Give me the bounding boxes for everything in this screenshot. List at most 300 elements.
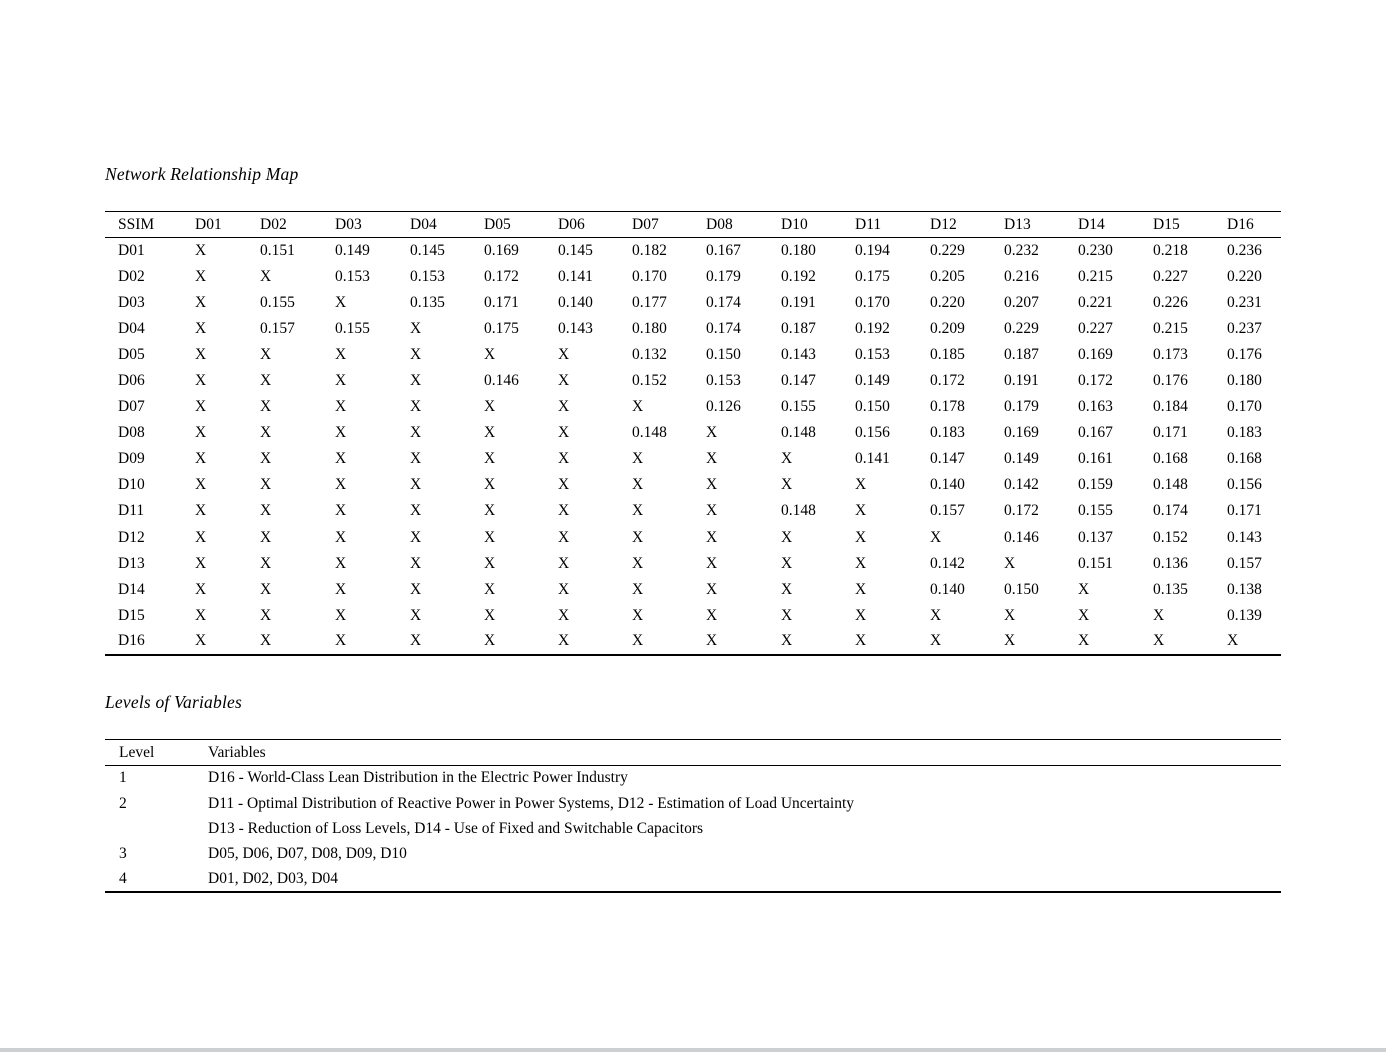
ssim-cell-x: X bbox=[1078, 606, 1090, 624]
ssim-cell-x: X bbox=[632, 398, 644, 416]
ssim-cell-x: X bbox=[335, 476, 347, 494]
ssim-cell-x: X bbox=[855, 502, 867, 520]
ssim-cell-x: X bbox=[195, 528, 207, 546]
ssim-cell-value: 0.194 bbox=[855, 241, 890, 259]
ssim-row-label: D16 bbox=[118, 632, 145, 650]
ssim-cell-x: X bbox=[558, 606, 570, 624]
ssim-cell-value: 0.172 bbox=[1004, 502, 1039, 520]
ssim-cell-x: X bbox=[1227, 632, 1239, 650]
ssim-row-label: D14 bbox=[118, 580, 145, 598]
ssim-cell-value: 0.151 bbox=[260, 241, 295, 259]
ssim-cell-value: 0.173 bbox=[1153, 345, 1188, 363]
ssim-cell-x: X bbox=[1004, 554, 1016, 572]
ssim-cell-x: X bbox=[781, 632, 793, 650]
ssim-cell-value: 0.215 bbox=[1153, 319, 1188, 337]
ssim-cell-x: X bbox=[558, 502, 570, 520]
ssim-cell-x: X bbox=[195, 267, 207, 285]
ssim-cell-x: X bbox=[558, 554, 570, 572]
ssim-cell-value: 0.230 bbox=[1078, 241, 1113, 259]
ssim-cell-value: 0.139 bbox=[1227, 606, 1262, 624]
ssim-cell-x: X bbox=[335, 606, 347, 624]
ssim-cell-value: 0.169 bbox=[484, 241, 519, 259]
ssim-cell-value: 0.220 bbox=[930, 293, 965, 311]
ssim-cell-value: 0.143 bbox=[781, 345, 816, 363]
ssim-column-header: D16 bbox=[1214, 212, 1281, 238]
ssim-cell-x: X bbox=[558, 476, 570, 494]
ssim-row-label: D13 bbox=[118, 554, 145, 572]
ssim-cell-x: X bbox=[335, 424, 347, 442]
ssim-cell-value: 0.191 bbox=[781, 293, 816, 311]
ssim-cell-x: X bbox=[195, 345, 207, 363]
ssim-row-d05 bbox=[105, 342, 1281, 368]
ssim-row-d15 bbox=[105, 603, 1281, 629]
levels-title: Levels of Variables bbox=[105, 692, 242, 712]
ssim-cell-value: 0.229 bbox=[930, 241, 965, 259]
level-variables: D01, D02, D03, D04 bbox=[208, 870, 339, 888]
network-relationship-map-table bbox=[105, 211, 1281, 656]
ssim-cell-x: X bbox=[632, 606, 644, 624]
ssim-cell-x: X bbox=[260, 476, 272, 494]
ssim-cell-value: 0.179 bbox=[706, 267, 741, 285]
ssim-column-header: D03 bbox=[322, 212, 397, 238]
ssim-cell-value: 0.153 bbox=[855, 345, 890, 363]
ssim-cell-x: X bbox=[632, 580, 644, 598]
levels-row-level-4 bbox=[105, 867, 1281, 892]
ssim-row-label: D11 bbox=[118, 502, 145, 520]
level-number: 3 bbox=[119, 845, 127, 863]
ssim-cell-x: X bbox=[335, 450, 347, 468]
ssim-cell-value: 0.155 bbox=[335, 319, 370, 337]
ssim-cell-x: X bbox=[410, 554, 422, 572]
ssim-header-row bbox=[105, 212, 1281, 238]
ssim-row-d16 bbox=[105, 629, 1281, 655]
ssim-cell-value: 0.237 bbox=[1227, 319, 1262, 337]
ssim-cell-value: 0.216 bbox=[1004, 267, 1039, 285]
ssim-cell-value: 0.232 bbox=[1004, 241, 1039, 259]
ssim-column-header: D04 bbox=[397, 212, 471, 238]
ssim-cell-x: X bbox=[195, 476, 207, 494]
ssim-cell-value: 0.142 bbox=[1004, 476, 1039, 494]
ssim-cell-value: 0.167 bbox=[1078, 424, 1113, 442]
ssim-cell-x: X bbox=[195, 450, 207, 468]
ssim-cell-x: X bbox=[410, 424, 422, 442]
ssim-row-d10 bbox=[105, 472, 1281, 498]
ssim-cell-value: 0.180 bbox=[632, 319, 667, 337]
levels-row-level-2 bbox=[105, 791, 1281, 816]
level-number: 4 bbox=[119, 870, 127, 888]
ssim-cell-value: 0.192 bbox=[781, 267, 816, 285]
ssim-cell-x: X bbox=[260, 554, 272, 572]
ssim-cell-x: X bbox=[1004, 632, 1016, 650]
ssim-row-d08 bbox=[105, 420, 1281, 446]
ssim-cell-value: 0.126 bbox=[706, 398, 741, 416]
ssim-cell-value: 0.175 bbox=[484, 319, 519, 337]
ssim-cell-value: 0.171 bbox=[1153, 424, 1188, 442]
ssim-cell-value: 0.135 bbox=[410, 293, 445, 311]
ssim-cell-value: 0.170 bbox=[632, 267, 667, 285]
ssim-cell-value: 0.147 bbox=[930, 450, 965, 468]
ssim-cell-x: X bbox=[484, 632, 496, 650]
ssim-column-header: D07 bbox=[619, 212, 693, 238]
ssim-cell-value: 0.184 bbox=[1153, 398, 1188, 416]
ssim-cell-value: 0.168 bbox=[1153, 450, 1188, 468]
ssim-corner-header: SSIM bbox=[105, 212, 182, 238]
ssim-cell-value: 0.172 bbox=[484, 267, 519, 285]
ssim-cell-x: X bbox=[706, 502, 718, 520]
ssim-cell-value: 0.227 bbox=[1078, 319, 1113, 337]
ssim-cell-x: X bbox=[484, 528, 496, 546]
ssim-cell-value: 0.185 bbox=[930, 345, 965, 363]
ssim-column-header: D15 bbox=[1140, 212, 1214, 238]
level-variables: D11 - Optimal Distribution of Reactive Power in Power Systems, D12 - Estimation of Load Uncertainty bbox=[208, 794, 855, 812]
ssim-cell-x: X bbox=[484, 554, 496, 572]
ssim-cell-value: 0.153 bbox=[410, 267, 445, 285]
ssim-row-d14 bbox=[105, 577, 1281, 603]
ssim-cell-x: X bbox=[335, 293, 347, 311]
ssim-cell-x: X bbox=[484, 398, 496, 416]
ssim-cell-x: X bbox=[410, 528, 422, 546]
ssim-cell-value: 0.169 bbox=[1078, 345, 1113, 363]
variables-column-header: Variables bbox=[194, 740, 1281, 766]
ssim-cell-value: 0.149 bbox=[855, 372, 890, 390]
levels-header-row bbox=[105, 740, 1281, 766]
ssim-cell-x: X bbox=[195, 372, 207, 390]
ssim-column-header: D12 bbox=[917, 212, 991, 238]
ssim-row-label: D15 bbox=[118, 606, 145, 624]
ssim-row-d12 bbox=[105, 525, 1281, 551]
ssim-cell-value: 0.136 bbox=[1153, 554, 1188, 572]
levels-of-variables-table bbox=[105, 739, 1281, 893]
ssim-cell-value: 0.171 bbox=[484, 293, 519, 311]
ssim-cell-value: 0.179 bbox=[1004, 398, 1039, 416]
ssim-cell-value: 0.150 bbox=[1004, 580, 1039, 598]
ssim-cell-value: 0.141 bbox=[558, 267, 593, 285]
ssim-cell-x: X bbox=[558, 580, 570, 598]
ssim-cell-x: X bbox=[335, 502, 347, 520]
ssim-cell-x: X bbox=[706, 450, 718, 468]
ssim-cell-value: 0.157 bbox=[1227, 554, 1262, 572]
ssim-cell-value: 0.156 bbox=[1227, 476, 1262, 494]
ssim-cell-x: X bbox=[632, 476, 644, 494]
ssim-cell-x: X bbox=[558, 632, 570, 650]
ssim-cell-x: X bbox=[855, 632, 867, 650]
ssim-cell-value: 0.149 bbox=[1004, 450, 1039, 468]
ssim-cell-x: X bbox=[410, 502, 422, 520]
ssim-cell-value: 0.161 bbox=[1078, 450, 1113, 468]
ssim-row-label: D12 bbox=[118, 528, 145, 546]
ssim-cell-x: X bbox=[260, 528, 272, 546]
ssim-cell-x: X bbox=[484, 345, 496, 363]
ssim-row-d03 bbox=[105, 290, 1281, 316]
ssim-cell-value: 0.143 bbox=[558, 319, 593, 337]
ssim-cell-value: 0.178 bbox=[930, 398, 965, 416]
ssim-cell-x: X bbox=[855, 476, 867, 494]
ssim-cell-x: X bbox=[195, 502, 207, 520]
ssim-cell-value: 0.180 bbox=[781, 241, 816, 259]
ssim-cell-x: X bbox=[930, 632, 942, 650]
ssim-cell-value: 0.157 bbox=[260, 319, 295, 337]
ssim-cell-x: X bbox=[1078, 632, 1090, 650]
ssim-cell-x: X bbox=[632, 502, 644, 520]
ssim-cell-value: 0.145 bbox=[410, 241, 445, 259]
ssim-cell-x: X bbox=[260, 450, 272, 468]
ssim-cell-value: 0.150 bbox=[855, 398, 890, 416]
ssim-cell-value: 0.148 bbox=[781, 502, 816, 520]
ssim-cell-x: X bbox=[930, 528, 942, 546]
ssim-cell-value: 0.215 bbox=[1078, 267, 1113, 285]
ssim-cell-value: 0.163 bbox=[1078, 398, 1113, 416]
levels-row-level-3 bbox=[105, 842, 1281, 867]
ssim-cell-x: X bbox=[195, 293, 207, 311]
levels-row-level-2 bbox=[105, 816, 1281, 841]
ssim-cell-value: 0.227 bbox=[1153, 267, 1188, 285]
ssim-cell-x: X bbox=[855, 554, 867, 572]
ssim-cell-x: X bbox=[484, 502, 496, 520]
ssim-row-label: D05 bbox=[118, 345, 145, 363]
ssim-column-header: D05 bbox=[471, 212, 545, 238]
ssim-cell-x: X bbox=[930, 606, 942, 624]
ssim-cell-x: X bbox=[1078, 580, 1090, 598]
level-number bbox=[105, 816, 194, 841]
ssim-cell-value: 0.152 bbox=[1153, 528, 1188, 546]
network-map-title: Network Relationship Map bbox=[105, 164, 299, 184]
ssim-cell-value: 0.187 bbox=[781, 319, 816, 337]
ssim-row-d13 bbox=[105, 551, 1281, 577]
ssim-cell-x: X bbox=[260, 632, 272, 650]
ssim-column-header: D10 bbox=[768, 212, 842, 238]
ssim-cell-x: X bbox=[195, 398, 207, 416]
ssim-cell-x: X bbox=[260, 398, 272, 416]
level-number: 2 bbox=[119, 794, 127, 812]
ssim-cell-value: 0.155 bbox=[1078, 502, 1113, 520]
ssim-row-label: D02 bbox=[118, 267, 145, 285]
ssim-cell-x: X bbox=[781, 528, 793, 546]
ssim-cell-x: X bbox=[484, 580, 496, 598]
ssim-cell-value: 0.147 bbox=[781, 372, 816, 390]
ssim-cell-x: X bbox=[260, 267, 272, 285]
ssim-cell-x: X bbox=[195, 632, 207, 650]
ssim-cell-value: 0.182 bbox=[632, 241, 667, 259]
ssim-cell-x: X bbox=[855, 580, 867, 598]
ssim-cell-x: X bbox=[484, 476, 496, 494]
ssim-cell-x: X bbox=[781, 554, 793, 572]
ssim-cell-x: X bbox=[632, 528, 644, 546]
ssim-cell-x: X bbox=[410, 450, 422, 468]
ssim-cell-x: X bbox=[855, 606, 867, 624]
ssim-cell-x: X bbox=[335, 528, 347, 546]
ssim-cell-value: 0.155 bbox=[781, 398, 816, 416]
ssim-cell-x: X bbox=[260, 580, 272, 598]
ssim-cell-value: 0.148 bbox=[781, 424, 816, 442]
ssim-cell-x: X bbox=[260, 372, 272, 390]
ssim-cell-value: 0.176 bbox=[1227, 345, 1262, 363]
level-variables: D13 - Reduction of Loss Levels, D14 - Use of Fixed and Switchable Capacitors bbox=[208, 819, 704, 837]
ssim-cell-x: X bbox=[410, 606, 422, 624]
ssim-cell-value: 0.174 bbox=[1153, 502, 1188, 520]
ssim-column-header: D11 bbox=[842, 212, 917, 238]
ssim-cell-x: X bbox=[410, 398, 422, 416]
ssim-cell-value: 0.140 bbox=[558, 293, 593, 311]
ssim-cell-value: 0.153 bbox=[706, 372, 741, 390]
ssim-cell-x: X bbox=[632, 554, 644, 572]
ssim-cell-value: 0.170 bbox=[1227, 398, 1262, 416]
ssim-cell-value: 0.177 bbox=[632, 293, 667, 311]
ssim-cell-x: X bbox=[706, 606, 718, 624]
ssim-cell-value: 0.192 bbox=[855, 319, 890, 337]
page-bottom-edge bbox=[0, 1048, 1386, 1052]
ssim-cell-x: X bbox=[335, 398, 347, 416]
ssim-row-label: D03 bbox=[118, 293, 145, 311]
ssim-cell-x: X bbox=[260, 345, 272, 363]
ssim-cell-value: 0.137 bbox=[1078, 528, 1113, 546]
ssim-cell-value: 0.150 bbox=[706, 345, 741, 363]
ssim-row-d01 bbox=[105, 238, 1281, 264]
ssim-cell-value: 0.151 bbox=[1078, 554, 1113, 572]
level-variables: D05, D06, D07, D08, D09, D10 bbox=[208, 845, 407, 863]
ssim-row-d07 bbox=[105, 394, 1281, 420]
ssim-cell-value: 0.171 bbox=[1227, 502, 1262, 520]
levels-row-level-1 bbox=[105, 766, 1281, 791]
ssim-column-header: D14 bbox=[1065, 212, 1140, 238]
ssim-cell-value: 0.156 bbox=[855, 424, 890, 442]
ssim-cell-x: X bbox=[335, 345, 347, 363]
ssim-cell-value: 0.148 bbox=[1153, 476, 1188, 494]
ssim-cell-x: X bbox=[484, 606, 496, 624]
ssim-column-header: D02 bbox=[247, 212, 322, 238]
ssim-cell-x: X bbox=[632, 632, 644, 650]
ssim-cell-x: X bbox=[558, 424, 570, 442]
ssim-cell-value: 0.207 bbox=[1004, 293, 1039, 311]
ssim-row-label: D10 bbox=[118, 476, 145, 494]
ssim-cell-x: X bbox=[706, 632, 718, 650]
ssim-cell-value: 0.145 bbox=[558, 241, 593, 259]
ssim-cell-value: 0.153 bbox=[335, 267, 370, 285]
ssim-cell-value: 0.149 bbox=[335, 241, 370, 259]
ssim-cell-x: X bbox=[781, 476, 793, 494]
ssim-cell-x: X bbox=[558, 398, 570, 416]
ssim-cell-x: X bbox=[706, 528, 718, 546]
ssim-cell-value: 0.205 bbox=[930, 267, 965, 285]
ssim-row-d06 bbox=[105, 368, 1281, 394]
ssim-row-d04 bbox=[105, 316, 1281, 342]
ssim-cell-x: X bbox=[1153, 632, 1165, 650]
ssim-cell-value: 0.231 bbox=[1227, 293, 1262, 311]
ssim-column-header: D08 bbox=[693, 212, 768, 238]
ssim-cell-value: 0.148 bbox=[632, 424, 667, 442]
ssim-cell-x: X bbox=[781, 606, 793, 624]
ssim-cell-value: 0.209 bbox=[930, 319, 965, 337]
ssim-row-d02 bbox=[105, 264, 1281, 290]
ssim-cell-x: X bbox=[558, 372, 570, 390]
ssim-cell-x: X bbox=[195, 554, 207, 572]
ssim-row-d09 bbox=[105, 446, 1281, 472]
ssim-cell-value: 0.146 bbox=[1004, 528, 1039, 546]
ssim-cell-x: X bbox=[706, 476, 718, 494]
ssim-cell-x: X bbox=[706, 580, 718, 598]
ssim-cell-value: 0.169 bbox=[1004, 424, 1039, 442]
ssim-cell-x: X bbox=[484, 450, 496, 468]
ssim-cell-x: X bbox=[195, 424, 207, 442]
ssim-cell-value: 0.226 bbox=[1153, 293, 1188, 311]
ssim-cell-x: X bbox=[1153, 606, 1165, 624]
ssim-cell-value: 0.220 bbox=[1227, 267, 1262, 285]
ssim-cell-x: X bbox=[855, 528, 867, 546]
ssim-cell-x: X bbox=[335, 372, 347, 390]
ssim-cell-x: X bbox=[410, 319, 422, 337]
ssim-cell-value: 0.143 bbox=[1227, 528, 1262, 546]
ssim-cell-x: X bbox=[195, 606, 207, 624]
ssim-cell-x: X bbox=[195, 319, 207, 337]
ssim-row-label: D01 bbox=[118, 241, 145, 259]
ssim-cell-value: 0.221 bbox=[1078, 293, 1113, 311]
ssim-cell-value: 0.141 bbox=[855, 450, 890, 468]
ssim-row-d11 bbox=[105, 498, 1281, 524]
ssim-cell-value: 0.183 bbox=[1227, 424, 1262, 442]
ssim-row-label: D04 bbox=[118, 319, 145, 337]
ssim-row-label: D08 bbox=[118, 424, 145, 442]
ssim-cell-value: 0.172 bbox=[1078, 372, 1113, 390]
ssim-column-header: D13 bbox=[991, 212, 1065, 238]
level-variables: D16 - World-Class Lean Distribution in the Electric Power Industry bbox=[208, 769, 628, 787]
ssim-cell-x: X bbox=[260, 606, 272, 624]
ssim-cell-value: 0.187 bbox=[1004, 345, 1039, 363]
ssim-cell-value: 0.159 bbox=[1078, 476, 1113, 494]
ssim-cell-x: X bbox=[335, 580, 347, 598]
ssim-cell-value: 0.218 bbox=[1153, 241, 1188, 259]
ssim-cell-value: 0.175 bbox=[855, 267, 890, 285]
ssim-cell-x: X bbox=[558, 528, 570, 546]
ssim-cell-value: 0.168 bbox=[1227, 450, 1262, 468]
ssim-cell-value: 0.157 bbox=[930, 502, 965, 520]
ssim-row-label: D07 bbox=[118, 398, 145, 416]
ssim-cell-x: X bbox=[781, 580, 793, 598]
ssim-cell-x: X bbox=[781, 450, 793, 468]
ssim-cell-x: X bbox=[632, 450, 644, 468]
ssim-cell-x: X bbox=[706, 424, 718, 442]
ssim-cell-value: 0.138 bbox=[1227, 580, 1262, 598]
ssim-row-label: D09 bbox=[118, 450, 145, 468]
ssim-cell-x: X bbox=[260, 424, 272, 442]
ssim-cell-value: 0.140 bbox=[930, 580, 965, 598]
ssim-cell-x: X bbox=[410, 345, 422, 363]
ssim-cell-value: 0.183 bbox=[930, 424, 965, 442]
ssim-cell-value: 0.174 bbox=[706, 293, 741, 311]
ssim-cell-value: 0.132 bbox=[632, 345, 667, 363]
ssim-cell-x: X bbox=[484, 424, 496, 442]
ssim-cell-x: X bbox=[410, 580, 422, 598]
ssim-cell-x: X bbox=[260, 502, 272, 520]
ssim-column-header: D01 bbox=[182, 212, 247, 238]
ssim-cell-x: X bbox=[1004, 606, 1016, 624]
ssim-row-label: D06 bbox=[118, 372, 145, 390]
ssim-cell-value: 0.152 bbox=[632, 372, 667, 390]
ssim-cell-value: 0.229 bbox=[1004, 319, 1039, 337]
ssim-cell-x: X bbox=[195, 580, 207, 598]
ssim-column-header: D06 bbox=[545, 212, 619, 238]
ssim-cell-x: X bbox=[410, 372, 422, 390]
level-number: 1 bbox=[119, 769, 127, 787]
ssim-cell-x: X bbox=[558, 450, 570, 468]
ssim-cell-value: 0.191 bbox=[1004, 372, 1039, 390]
ssim-cell-value: 0.135 bbox=[1153, 580, 1188, 598]
ssim-cell-value: 0.172 bbox=[930, 372, 965, 390]
ssim-cell-x: X bbox=[706, 554, 718, 572]
ssim-cell-value: 0.180 bbox=[1227, 372, 1262, 390]
ssim-cell-value: 0.176 bbox=[1153, 372, 1188, 390]
ssim-cell-value: 0.174 bbox=[706, 319, 741, 337]
ssim-cell-x: X bbox=[335, 554, 347, 572]
ssim-cell-value: 0.142 bbox=[930, 554, 965, 572]
